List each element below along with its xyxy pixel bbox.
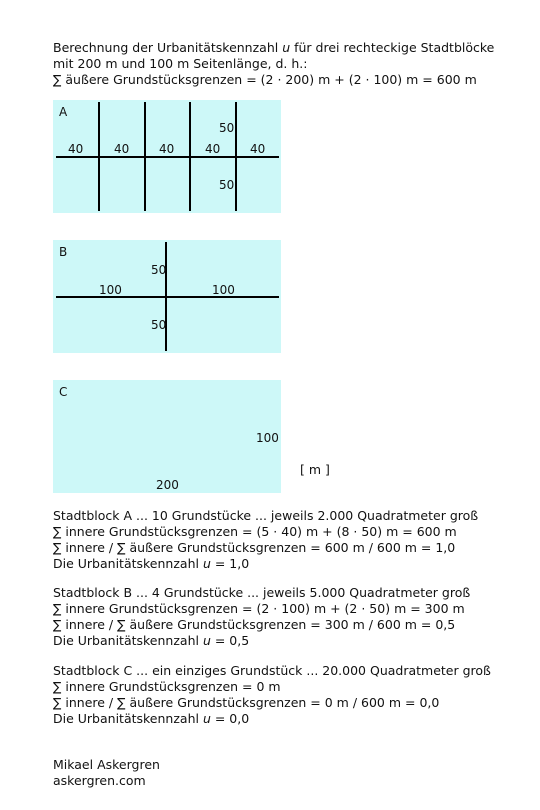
block-b-lower-label: 50 [151,318,167,332]
result-b-line-2: ∑ innere Grundstücksgrenzen = (2 · 100) m + (2 · 50) m = 300 m [53,601,465,616]
intro-line-1: Berechnung der Urbanitätskennzahl u für drei rechteckige Stadtblöcke [53,40,495,55]
block-a-horizontal-boundary [56,156,279,158]
result-c-line-3: ∑ innere / ∑ äußere Grundstücksgrenzen = 0 m / 600 m = 0,0 [53,695,440,710]
block-b-diagram [53,240,281,353]
block-a-label: A [59,105,68,119]
result-c-line-1: Stadtblock C ... ein einziges Grundstück ... 20.000 Quadratmeter groß [53,663,491,678]
block-c-width-label: 200 [156,478,179,492]
block-c-label: C [59,385,68,399]
block-a-upper-label: 50 [219,121,235,135]
block-a-segment-label: 40 [159,142,175,156]
unit-label: [ m ] [300,462,330,477]
block-b-right-label: 100 [212,283,235,297]
block-b-left-label: 100 [99,283,122,297]
result-a-line-3: ∑ innere / ∑ äußere Grundstücksgrenzen = 600 m / 600 m = 1,0 [53,540,456,555]
result-c-line-4: Die Urbanitätskennzahl u = 0,0 [53,711,250,726]
block-a-diagram [53,100,281,213]
block-b-upper-label: 50 [151,263,167,277]
block-b-horizontal-boundary [56,296,279,298]
block-a-segment-label: 40 [250,142,266,156]
block-a-segment-label: 40 [114,142,130,156]
block-a-segment-label: 40 [68,142,84,156]
result-b-line-3: ∑ innere / ∑ äußere Grundstücksgrenzen = 300 m / 600 m = 0,5 [53,617,456,632]
author-website: askergren.com [53,773,146,788]
result-a-line-2: ∑ innere Grundstücksgrenzen = (5 · 40) m + (8 · 50) m = 600 m [53,524,457,539]
result-b-line-1: Stadtblock B ... 4 Grundstücke ... jeweils 5.000 Quadratmeter groß [53,585,471,600]
block-a-boundary-3 [189,102,191,211]
intro-line-2: mit 200 m und 100 m Seitenlänge, d. h.: [53,56,308,71]
block-a-boundary-2 [144,102,146,211]
variable-u: u [282,40,291,55]
block-c-height-label: 100 [256,431,279,445]
result-b-line-4: Die Urbanitätskennzahl u = 0,5 [53,633,250,648]
variable-u: u [202,633,211,648]
result-a-line-1: Stadtblock A ... 10 Grundstücke ... jeweils 2.000 Quadratmeter groß [53,508,479,523]
block-b-vertical-boundary [165,242,167,351]
block-a-lower-label: 50 [219,178,235,192]
result-c-line-2: ∑ innere Grundstücksgrenzen = 0 m [53,679,281,694]
block-a-boundary-4 [235,102,237,211]
block-c-diagram [53,380,281,493]
variable-u: u [202,556,211,571]
variable-u: u [202,711,211,726]
author-name: Mikael Askergren [53,757,160,772]
intro-line-3: ∑ äußere Grundstücksgrenzen = (2 · 200) m + (2 · 100) m = 600 m [53,72,477,87]
block-b-label: B [59,245,68,259]
result-a-line-4: Die Urbanitätskennzahl u = 1,0 [53,556,250,571]
block-a-segment-label: 40 [205,142,221,156]
block-a-boundary-1 [98,102,100,211]
